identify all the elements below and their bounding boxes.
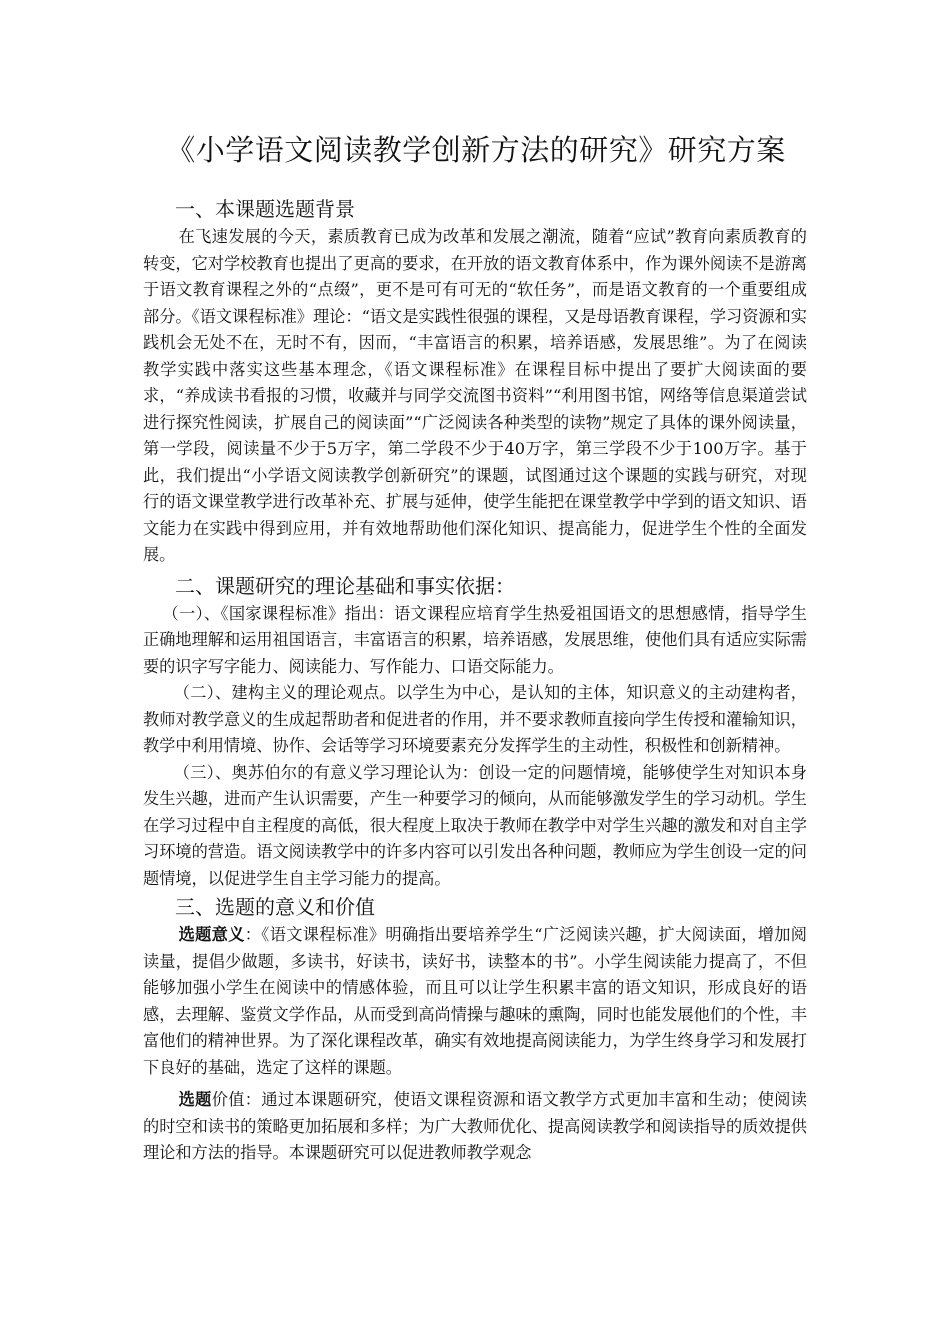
document-title: 《小学语文阅读教学创新方法的研究》研究方案 [166,133,786,167]
section-heading-significance: 三、选题的意义和价值 [175,895,375,919]
section-heading-theory: 二、课题研究的理论基础和事实依据： [175,573,515,598]
theory-item-3: （三）、奥苏伯尔的有意义学习理论认为：创设一定的问题情境，能够使学生对知识本身发生兴趣，进而产生认识需要，产生一种要学习的倾向，从而能够激发学生的学习动机。学生在学习过程中自主程度的高低，很大程度上取决于教师在教学中对学生兴趣的激发和对自主学习环境的营造。语文阅读教学中的许多内容可以引发出各种问题，教师应为学生创设一定的问题情境，以促进学生自主学习能力的提高。 [143,762,807,888]
significance-paragraph [143,922,807,1081]
value-lead: 选题 [178,1090,212,1109]
document-page [143,128,807,1167]
theory-item-1: （一）、《国家课程标准》指出：语文课程应培育学生热爱祖国语文的思想感情，指导学生正确地理解和运用祖国语言，丰富语言的积累，培养语感，发展思维，使他们具有适应实际需要的识字写字能力、阅读能力、写作能力、口语交际能力。 [143,603,807,676]
significance-text: ：《语文课程标准》明确指出要培养学生“广泛阅读兴趣，扩大阅读面，增加阅读量，提倡少做题，多读书，好读书，读好书，读整本的书”。小学生阅读能力提高了，不但能够加强小学生在阅读中的情感体验，而且可以让学生积累丰富的语文知识，形成良好的语感，去理解、鉴赏文学作品，从而受到高尚情操与趣味的熏陶，同时也能发展他们的个性，丰富他们的精神世界。为了深化课程改革，确实有效地提高阅读能力，为学生终身学习和发展打下良好的基础，选定了这样的课题。 [143,925,807,1077]
background-paragraph: 在飞速发展的今天，素质教育已成为改革和发展之潮流，随着“应试”教育向素质教育的转变，它对学校教育也提出了更高的要求，在开放的语文教育体系中，作为课外阅读不是游离于语文教育课程之外的“点缀”，更不是可有可无的“软任务”，而是语文教育的一个重要组成部分。《语文课程标准》理论：“语文是实践性很强的课程，又是母语教育课程，学习资源和实践机会无处不在，无时不有，因而，“丰富语言的积累，培养语感，发展思维”。为了在阅读教学实践中落实这些基本理念，《语文课程标准》在课程目标中提出了要扩大阅读面的要求，“养成读书看报的习惯，收藏并与同学交流图书资料”“利用图书馆，网络等信息渠道尝试进行探究性阅读，扩展自己的阅读面”“广泛阅读各种类型的读物”规定了具体的课外阅读量，第一学段，阅读量不少于5万字，第二学段不少于40万字，第三学段不少于100万字。基于此，我们提出“小学语文阅读教学创新研究”的课题，试图通过这个课题的实践与研究，对现行的语文课堂教学进行改革补充、扩展与延伸，使学生能把在课堂教学中学到的语文知识、语文能力在实践中得到应用，并有效地帮助他们深化知识、提高能力，促进学生个性的全面发展。 [143,227,807,564]
theory-item-2: （二）、建构主义的理论观点。以学生为中心，是认知的主体，知识意义的主动建构者，教师对教学意义的生成起帮助者和促进者的作用，并不要求教师直接向学生传授和灌输知识，教学中利用情境、协作、会话等学习环境要素充分发挥学生的主动性，积极性和创新精神。 [143,683,807,755]
significance-lead: 选题意义 [178,925,245,944]
value-paragraph [143,1087,807,1167]
section-heading-background: 一、本课题选题背景 [175,197,355,221]
value-text: 价值：通过本课题研究，使语文课程资源和语文教学方式更加丰富和生动；使阅读的时空和读书的策略更加拓展和多样；为广大教师优化、提高阅读教学和阅读指导的质效提供理论和方法的指导。本课题研究可以促进教师教学观念 [143,1090,807,1162]
